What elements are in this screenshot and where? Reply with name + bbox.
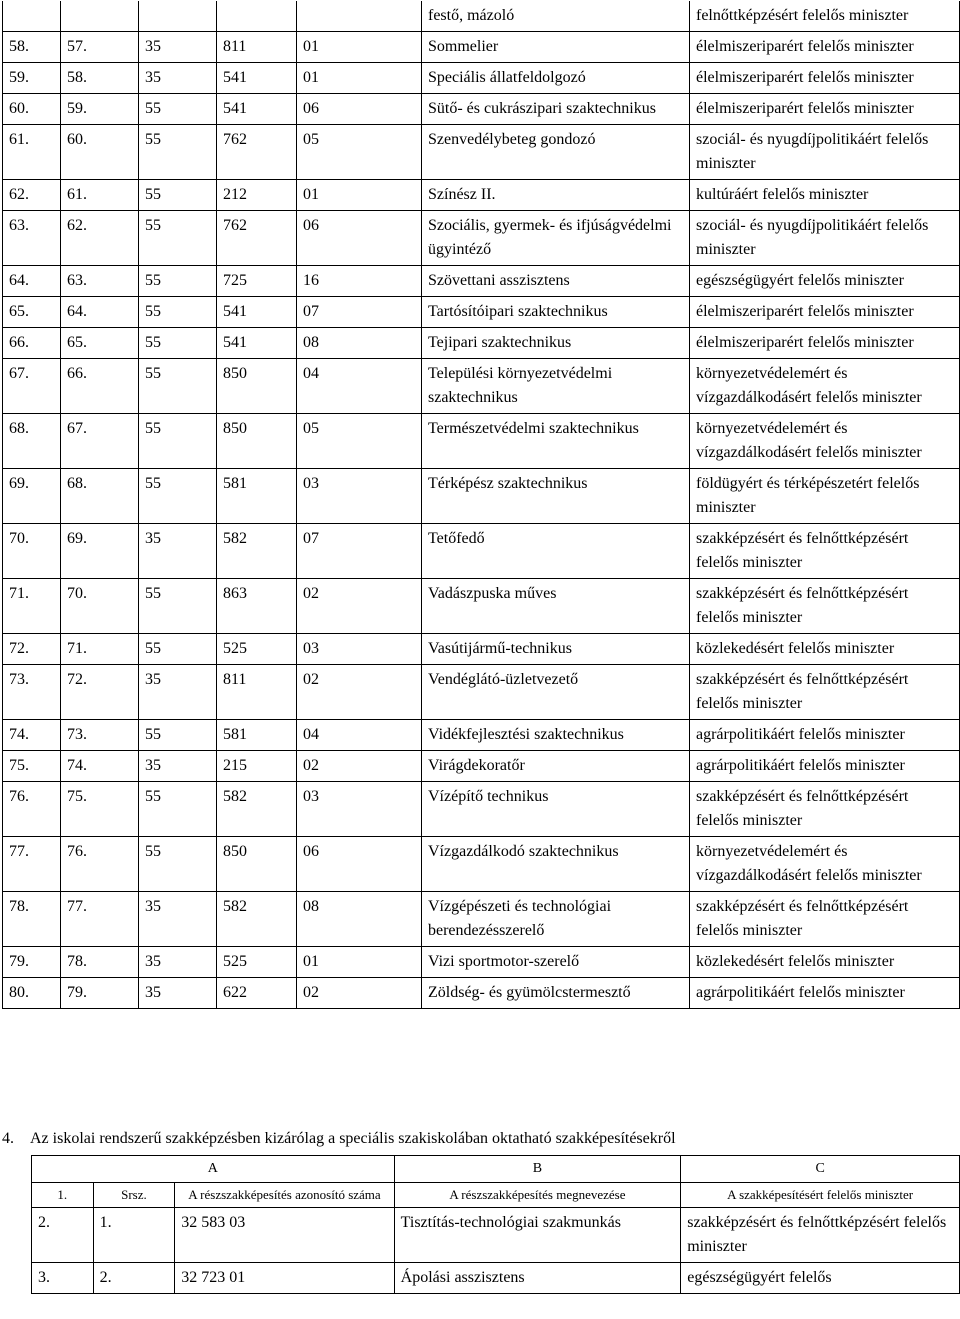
table-cell: 04 xyxy=(297,359,422,414)
table-cell: Vendéglátó-üzletvezető xyxy=(422,665,690,720)
table-cell: 850 xyxy=(217,359,297,414)
table-cell: 32 583 03 xyxy=(175,1208,394,1263)
table-cell: egészségügyért felelős xyxy=(681,1263,960,1294)
table-cell: 212 xyxy=(217,180,297,211)
table-cell: élelmiszeriparért felelős miniszter xyxy=(690,297,960,328)
table-cell: Vadászpuska műves xyxy=(422,579,690,634)
table-cell: 73. xyxy=(3,665,61,720)
table-cell: 69. xyxy=(3,469,61,524)
table-cell: közlekedésért felelős miniszter xyxy=(690,947,960,978)
table-row xyxy=(3,359,960,414)
table-cell: Szövettani asszisztens xyxy=(422,266,690,297)
table-cell: élelmiszeriparért felelős miniszter xyxy=(690,94,960,125)
table-cell: 75. xyxy=(3,751,61,782)
table-cell: 06 xyxy=(297,211,422,266)
table-row xyxy=(3,978,960,1009)
table-cell: környezetvédelemért és vízgazdálkodásért felelős miniszter xyxy=(690,837,960,892)
table-cell: Ápolási asszisztens xyxy=(394,1263,681,1294)
table-cell: 05 xyxy=(297,414,422,469)
table-cell: 582 xyxy=(217,892,297,947)
table-cell: földügyért és térképészetért felelős miniszter xyxy=(690,469,960,524)
table-cell: 55 xyxy=(139,94,217,125)
table-cell: szociál- és nyugdíjpolitikáért felelős miniszter xyxy=(690,125,960,180)
table-cell: szociál- és nyugdíjpolitikáért felelős miniszter xyxy=(690,211,960,266)
table-row xyxy=(3,751,960,782)
table-cell: 35 xyxy=(139,751,217,782)
table-cell: Vízgépészeti és technológiai berendezésszerelő xyxy=(422,892,690,947)
table-cell: 70. xyxy=(61,579,139,634)
table-cell: közlekedésért felelős miniszter xyxy=(690,634,960,665)
table-cell: Sütő- és cukrászipari szaktechnikus xyxy=(422,94,690,125)
table-cell: 01 xyxy=(297,32,422,63)
table-cell: 60. xyxy=(61,125,139,180)
table-cell: 79. xyxy=(3,947,61,978)
table-cell: 55 xyxy=(139,837,217,892)
table-cell: 2. xyxy=(32,1208,94,1263)
table-row xyxy=(3,947,960,978)
table-cell: 03 xyxy=(297,634,422,665)
table-cell: Tejipari szaktechnikus xyxy=(422,328,690,359)
table-row xyxy=(3,524,960,579)
table-cell: szakképzésért és felnőttképzésért felelős miniszter xyxy=(690,665,960,720)
table-cell: 75. xyxy=(61,782,139,837)
header-row xyxy=(32,1183,960,1208)
table-cell: 02 xyxy=(297,579,422,634)
table-row xyxy=(3,180,960,211)
table-cell: 64. xyxy=(3,266,61,297)
table-cell: 2. xyxy=(93,1263,175,1294)
table-cell: élelmiszeriparért felelős miniszter xyxy=(690,32,960,63)
table-cell: 08 xyxy=(297,328,422,359)
table-row xyxy=(3,634,960,665)
table-cell: Színész II. xyxy=(422,180,690,211)
table-cell: 55 xyxy=(139,211,217,266)
table-cell: 59. xyxy=(3,63,61,94)
column-letter-c: C xyxy=(681,1156,960,1183)
table-cell: 65. xyxy=(3,297,61,328)
table-cell: 69. xyxy=(61,524,139,579)
table-cell: 65. xyxy=(61,328,139,359)
section-title: Az iskolai rendszerű szakképzésben kizárólag a speciális szakiskolában oktatható szakképesítésekről xyxy=(30,1130,676,1147)
table-cell: 55 xyxy=(139,297,217,328)
column-letter-b: B xyxy=(394,1156,681,1183)
table-cell: 35 xyxy=(139,892,217,947)
table-cell: 35 xyxy=(139,978,217,1009)
table-cell: 57. xyxy=(61,32,139,63)
table-cell: 08 xyxy=(297,892,422,947)
table-cell: 55 xyxy=(139,414,217,469)
table-cell: agrárpolitikáért felelős miniszter xyxy=(690,751,960,782)
qualification-table xyxy=(2,1,960,1009)
table-row xyxy=(32,1263,960,1294)
table-cell: Szociális, gyermek- és ifjúságvédelmi ügyintéző xyxy=(422,211,690,266)
table-row xyxy=(3,837,960,892)
table-cell: 79. xyxy=(61,978,139,1009)
table-cell: 850 xyxy=(217,414,297,469)
table-cell: 72. xyxy=(61,665,139,720)
table-cell: Települési környezetvédelmi szaktechnikus xyxy=(422,359,690,414)
table-cell: 62. xyxy=(61,211,139,266)
table-cell: 63. xyxy=(3,211,61,266)
table-cell: 762 xyxy=(217,125,297,180)
table-row xyxy=(3,469,960,524)
table-cell: 55 xyxy=(139,782,217,837)
table-row xyxy=(3,782,960,837)
table-cell: 77. xyxy=(61,892,139,947)
table-cell: agrárpolitikáért felelős miniszter xyxy=(690,978,960,1009)
table-cell: Tartósítóipari szaktechnikus xyxy=(422,297,690,328)
table-cell: 64. xyxy=(61,297,139,328)
table-cell: 725 xyxy=(217,266,297,297)
table-cell: 74. xyxy=(3,720,61,751)
table-cell: környezetvédelemért és vízgazdálkodásért felelős miniszter xyxy=(690,414,960,469)
table-cell: kultúráért felelős miniszter xyxy=(690,180,960,211)
table-row xyxy=(3,94,960,125)
table-cell: szakképzésért és felnőttképzésért felelős miniszter xyxy=(690,892,960,947)
table-cell: 03 xyxy=(297,782,422,837)
table-cell: 02 xyxy=(297,665,422,720)
table-cell: 01 xyxy=(297,63,422,94)
table-cell: 67. xyxy=(3,359,61,414)
header-cell: Srsz. xyxy=(93,1183,175,1208)
table-cell: környezetvédelemért és vízgazdálkodásért felelős miniszter xyxy=(690,359,960,414)
table-cell: 863 xyxy=(217,579,297,634)
table-cell: 55 xyxy=(139,720,217,751)
table-cell: 06 xyxy=(297,837,422,892)
table-cell: 01 xyxy=(297,180,422,211)
table-cell: 71. xyxy=(3,579,61,634)
table-cell: Vízgazdálkodó szaktechnikus xyxy=(422,837,690,892)
table-row xyxy=(3,297,960,328)
table-cell: 55 xyxy=(139,359,217,414)
table-cell: 78. xyxy=(3,892,61,947)
table-cell: 55 xyxy=(139,266,217,297)
table-cell: 74. xyxy=(61,751,139,782)
table-row xyxy=(3,414,960,469)
table-cell: 1. xyxy=(93,1208,175,1263)
table-cell: 55 xyxy=(139,125,217,180)
table-cell: 541 xyxy=(217,328,297,359)
table-cell: 66. xyxy=(61,359,139,414)
table-cell: 55 xyxy=(139,328,217,359)
table-cell: élelmiszeriparért felelős miniszter xyxy=(690,328,960,359)
table-cell: 811 xyxy=(217,665,297,720)
table-row xyxy=(3,665,960,720)
table-row xyxy=(3,579,960,634)
table-cell: szakképzésért és felnőttképzésért felelős miniszter xyxy=(690,782,960,837)
table-cell: 68. xyxy=(3,414,61,469)
table-cell: Zöldség- és gyümölcstermesztő xyxy=(422,978,690,1009)
table-cell: 525 xyxy=(217,634,297,665)
table-cell: 06 xyxy=(297,94,422,125)
column-letter-a: A xyxy=(32,1156,395,1183)
header-cell: A szakképesítésért felelős miniszter xyxy=(681,1183,960,1208)
table-cell: 04 xyxy=(297,720,422,751)
table-cell: 73. xyxy=(61,720,139,751)
table-cell: Vizi sportmotor-szerelő xyxy=(422,947,690,978)
table-cell: 215 xyxy=(217,751,297,782)
table-cell: 67. xyxy=(61,414,139,469)
qualification-table-body xyxy=(3,1,960,1009)
table-cell: 35 xyxy=(139,63,217,94)
partial-qualification-table-body xyxy=(32,1156,960,1294)
table-cell: 541 xyxy=(217,297,297,328)
table-row xyxy=(3,892,960,947)
table-cell: Természetvédelmi szaktechnikus xyxy=(422,414,690,469)
table-cell: 07 xyxy=(297,524,422,579)
table-cell: 78. xyxy=(61,947,139,978)
table-cell: agrárpolitikáért felelős miniszter xyxy=(690,720,960,751)
table-cell: 16 xyxy=(297,266,422,297)
table-cell: 762 xyxy=(217,211,297,266)
table-cell xyxy=(297,1,422,32)
table-cell: szakképzésért és felnőttképzésért felelős miniszter xyxy=(681,1208,960,1263)
table-cell: 76. xyxy=(3,782,61,837)
table-cell: 582 xyxy=(217,782,297,837)
table-cell: 35 xyxy=(139,32,217,63)
table-cell: 60. xyxy=(3,94,61,125)
table-cell: szakképzésért és felnőttképzésért felelős miniszter xyxy=(690,579,960,634)
table-row xyxy=(32,1208,960,1263)
table-cell: 62. xyxy=(3,180,61,211)
table-cell: 01 xyxy=(297,947,422,978)
table-cell: Speciális állatfeldolgozó xyxy=(422,63,690,94)
table-cell: 55 xyxy=(139,469,217,524)
table-row xyxy=(3,328,960,359)
table-cell xyxy=(139,1,217,32)
table-cell: 02 xyxy=(297,751,422,782)
table-cell: egészségügyért felelős miniszter xyxy=(690,266,960,297)
table-row xyxy=(3,63,960,94)
table-cell: 72. xyxy=(3,634,61,665)
header-cell: A részszakképesítés azonosító száma xyxy=(175,1183,394,1208)
table-cell: Virágdekoratőr xyxy=(422,751,690,782)
section-heading xyxy=(2,1128,676,1150)
table-cell: 05 xyxy=(297,125,422,180)
table-cell: 07 xyxy=(297,297,422,328)
table-cell: 55 xyxy=(139,634,217,665)
table-row xyxy=(3,1,960,32)
table-cell xyxy=(61,1,139,32)
header-cell: 1. xyxy=(32,1183,94,1208)
table-cell: 61. xyxy=(61,180,139,211)
table-cell: 80. xyxy=(3,978,61,1009)
table-cell: 02 xyxy=(297,978,422,1009)
table-cell: 525 xyxy=(217,947,297,978)
table-cell: 76. xyxy=(61,837,139,892)
table-cell: Sommelier xyxy=(422,32,690,63)
table-cell: 35 xyxy=(139,524,217,579)
table-row xyxy=(3,211,960,266)
table-cell: 850 xyxy=(217,837,297,892)
table-cell xyxy=(217,1,297,32)
table-cell: 63. xyxy=(61,266,139,297)
table-cell: felnőttképzésért felelős miniszter xyxy=(690,1,960,32)
table-row xyxy=(3,720,960,751)
table-row xyxy=(3,266,960,297)
table-row xyxy=(3,125,960,180)
partial-qualification-table xyxy=(31,1155,960,1294)
table-cell: 811 xyxy=(217,32,297,63)
header-cell: A részszakképesítés megnevezése xyxy=(394,1183,681,1208)
table-cell: 581 xyxy=(217,720,297,751)
table-cell: 55 xyxy=(139,180,217,211)
table-cell: Vasútijármű-technikus xyxy=(422,634,690,665)
table-cell: 58. xyxy=(3,32,61,63)
table-cell: 35 xyxy=(139,947,217,978)
table-cell: 32 723 01 xyxy=(175,1263,394,1294)
table-cell: 622 xyxy=(217,978,297,1009)
table-cell: szakképzésért és felnőttképzésért felelős miniszter xyxy=(690,524,960,579)
table-cell: 55 xyxy=(139,579,217,634)
table-cell: 03 xyxy=(297,469,422,524)
table-cell: 59. xyxy=(61,94,139,125)
table-cell: 58. xyxy=(61,63,139,94)
table-cell: Vízépítő technikus xyxy=(422,782,690,837)
table-cell: festő, mázoló xyxy=(422,1,690,32)
table-cell: 70. xyxy=(3,524,61,579)
column-letter-row xyxy=(32,1156,960,1183)
table-cell: 582 xyxy=(217,524,297,579)
table-cell: 541 xyxy=(217,94,297,125)
table-cell: 68. xyxy=(61,469,139,524)
table-cell: Szenvedélybeteg gondozó xyxy=(422,125,690,180)
table-cell: 66. xyxy=(3,328,61,359)
table-cell: Tetőfedő xyxy=(422,524,690,579)
table-row xyxy=(3,32,960,63)
table-cell: Tisztítás-technológiai szakmunkás xyxy=(394,1208,681,1263)
table-cell: 71. xyxy=(61,634,139,665)
section-number: 4. xyxy=(2,1130,14,1147)
table-cell: 581 xyxy=(217,469,297,524)
table-cell: Vidékfejlesztési szaktechnikus xyxy=(422,720,690,751)
table-cell: 61. xyxy=(3,125,61,180)
table-cell: Térképész szaktechnikus xyxy=(422,469,690,524)
table-cell: 541 xyxy=(217,63,297,94)
table-cell: 35 xyxy=(139,665,217,720)
table-cell: 3. xyxy=(32,1263,94,1294)
table-cell: 77. xyxy=(3,837,61,892)
table-cell: élelmiszeriparért felelős miniszter xyxy=(690,63,960,94)
table-cell xyxy=(3,1,61,32)
